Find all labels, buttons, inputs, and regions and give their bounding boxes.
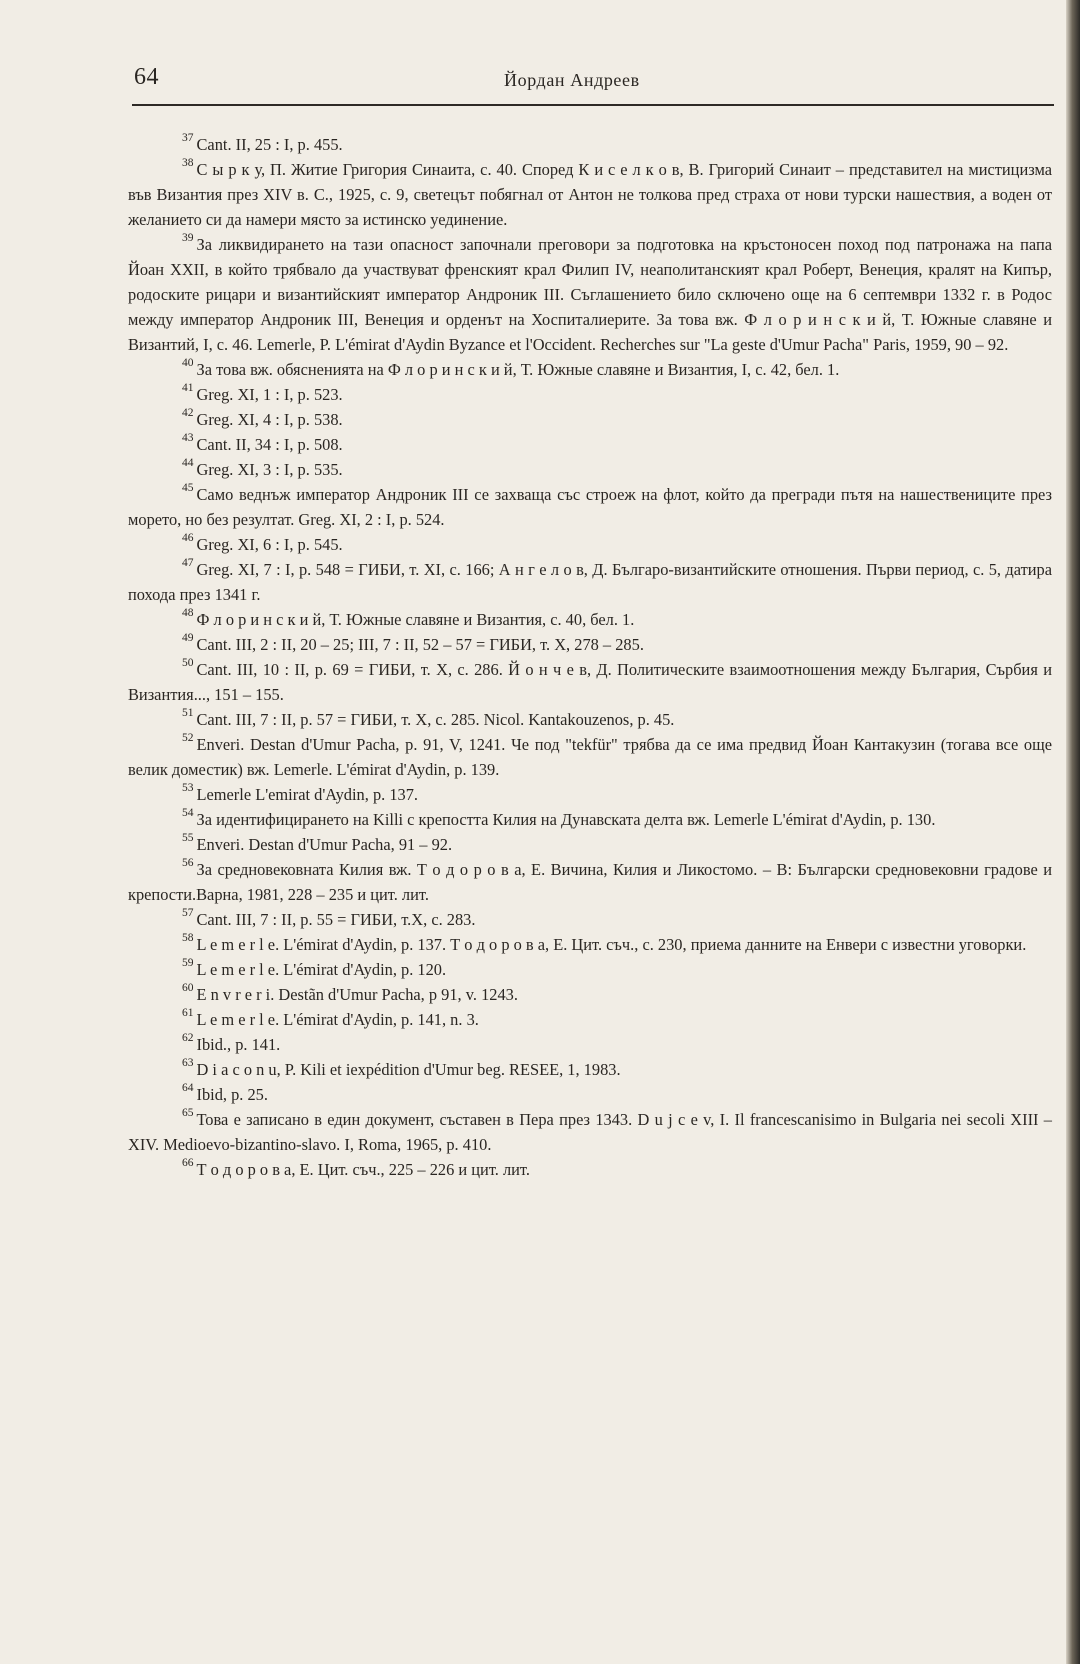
footnote-number: 45 [182, 482, 194, 494]
footnote-text: Cant. III, 7 : II, p. 55 = ГИБИ, т.X, с. 283. [196, 910, 476, 929]
footnote-number: 56 [182, 857, 194, 869]
footnote-number: 42 [182, 407, 194, 419]
footnote-text: За идентифицирането на Killi с крепостта Килия на Дунавската делта вж. Lemerle L'émirat d'Aydin, p. 130. [196, 810, 936, 829]
footnote-text: L e m e r l e. L'émirat d'Aydin, p. 120. [196, 960, 447, 979]
footnote-number: 48 [182, 607, 194, 619]
header-rule [132, 104, 1054, 106]
footnote [128, 732, 1052, 782]
footnote-number: 53 [182, 782, 194, 794]
footnote [128, 1032, 1052, 1057]
footnote [128, 482, 1052, 532]
footnote-number: 41 [182, 382, 194, 394]
footnote-number: 65 [182, 1107, 194, 1119]
footnote-text: Cant. II, 25 : I, p. 455. [196, 135, 343, 154]
footnote-number: 60 [182, 982, 194, 994]
footnote-number: 43 [182, 432, 194, 444]
footnote [128, 657, 1052, 707]
footnote-number: 63 [182, 1057, 194, 1069]
footnote-number: 44 [182, 457, 194, 469]
footnote-text: С ы р к у, П. Житие Григория Синаита, с. 40. Според К и с е л к о в, В. Григорий Синаит – представител на мистицизма във Византия през XIV в. С., 1925, с. 9, светецът побягнал от Антон не толкова пред страха от нови турски нашествия, а воден от желанието си да намери място за истинско уединение. [128, 160, 1052, 229]
footnote [128, 132, 1052, 157]
footnote [128, 532, 1052, 557]
footnote-text: Cant. II, 34 : I, p. 508. [196, 435, 343, 454]
footnote-number: 49 [182, 632, 194, 644]
footnote-number: 54 [182, 807, 194, 819]
footnote-text: Enveri. Destan d'Umur Pacha, 91 – 92. [196, 835, 453, 854]
footnote-number: 37 [182, 132, 194, 144]
footnote-text: За средновековната Килия вж. Т о д о р о в а, Е. Вичина, Килия и Ликостомо. – В: Български средновековни градове и крепости.Варна, 1981, 228 – 235 и цит. лит. [128, 860, 1052, 904]
running-head: Йордан Андреев [504, 70, 640, 90]
footnote-text: Cant. III, 2 : II, 20 – 25; III, 7 : II, 52 – 57 = ГИБИ, т. X, 278 – 285. [196, 635, 644, 654]
page-binding-edge [1066, 0, 1080, 1664]
footnote-text: Само веднъж император Андроник III се захваща със строеж на флот, който да прегради пътя на нашествениците през морето, но без резултат. Greg. XI, 2 : I, p. 524. [128, 485, 1052, 529]
footnote [128, 632, 1052, 657]
footnote-text: За това вж. обясненията на Ф л о р и н с к и й, Т. Южные славяне и Византия, I, с. 42, бел. 1. [196, 360, 840, 379]
footnote [128, 607, 1052, 632]
footnote-number: 61 [182, 1007, 194, 1019]
footnote-number: 38 [182, 157, 194, 169]
footnote-text: За ликвидирането на тази опасност започнали преговори за подготовка на кръстоносен поход под патронажа на папа Йоан XXII, в който трябвало да участвуват френският крал Филип IV, неаполитанският крал Роберт, Венеция, кралят на Кипър, родоските рицари и византийският император Андроник III. Съглашението било сключено още на 6 септември 1332 г. в Родос между император Андроник III, Венеция и орденът на Хоспиталиерите. За това вж. Ф л о р и н с к и й, Т. Южные славяне и Византий, I, с. 46. Lemerle, P. L'émirat d'Aydin Byzance et l'Occident. Recherches sur "La geste d'Umur Pacha" Paris, 1959, 90 – 92. [128, 235, 1052, 354]
footnote-text: L e m e r l e. L'émirat d'Aydin, p. 141, n. 3. [196, 1010, 479, 1029]
footnote [128, 1107, 1052, 1157]
footnote-text: Greg. XI, 4 : I, p. 538. [196, 410, 343, 429]
footnote [128, 907, 1052, 932]
footnotes [128, 132, 1052, 1182]
footnote-text: Greg. XI, 7 : I, p. 548 = ГИБИ, т. XI, с. 166; А н г е л о в, Д. Българо-византийските отношения. Първи период, с. 5, датира похода през 1341 г. [128, 560, 1052, 604]
footnote-text: Cant. III, 10 : II, p. 69 = ГИБИ, т. X, с. 286. Й о н ч е в, Д. Политическите взаимоотношения между България, Сърбия и Византия..., 151 – 155. [128, 660, 1052, 704]
footnote-number: 46 [182, 532, 194, 544]
footnote-number: 50 [182, 657, 194, 669]
footnote [128, 982, 1052, 1007]
page-header [134, 64, 1054, 94]
footnote-number: 55 [182, 832, 194, 844]
footnote-text: Ibid., p. 141. [196, 1035, 281, 1054]
footnote-number: 39 [182, 232, 194, 244]
footnote-number: 47 [182, 557, 194, 569]
footnote-text: L e m e r l e. L'émirat d'Aydin, p. 137. Т о д о р о в а, Е. Цит. съч., с. 230, приема данните на Енвери с известни уговорки. [196, 935, 1027, 954]
footnote-text: D i a c o n u, P. Kili et iexpédition d'Umur beg. RESEE, 1, 1983. [196, 1060, 621, 1079]
footnote [128, 1057, 1052, 1082]
footnote-text: Cant. III, 7 : II, p. 57 = ГИБИ, т. X, с. 285. Nicol. Kantakouzenos, p. 45. [196, 710, 675, 729]
footnote [128, 782, 1052, 807]
footnote-text: Ibid, p. 25. [196, 1085, 268, 1104]
footnote-number: 52 [182, 732, 194, 744]
footnote [128, 1082, 1052, 1107]
footnote-number: 59 [182, 957, 194, 969]
footnote [128, 382, 1052, 407]
footnote [128, 1157, 1052, 1182]
footnote-number: 64 [182, 1082, 194, 1094]
footnote [128, 957, 1052, 982]
footnote [128, 232, 1052, 357]
footnote [128, 432, 1052, 457]
footnote [128, 357, 1052, 382]
footnote-text: Enveri. Destan d'Umur Pacha, p. 91, V, 1241. Че под "tekfür" трябва да се има предвид Йоан Кантакузин (тогава все още велик доместик) вж. Lemerle. L'émirat d'Aydin, p. 139. [128, 735, 1052, 779]
footnote [128, 707, 1052, 732]
footnote [128, 832, 1052, 857]
footnote [128, 807, 1052, 832]
footnote [128, 557, 1052, 607]
footnote [128, 407, 1052, 432]
footnote-text: Greg. XI, 6 : I, p. 545. [196, 535, 343, 554]
footnote-text: Ф л о р и н с к и й, Т. Южные славяне и Византия, с. 40, бел. 1. [196, 610, 635, 629]
footnote-number: 51 [182, 707, 194, 719]
page-number: 64 [134, 64, 159, 90]
footnote [128, 932, 1052, 957]
footnote [128, 457, 1052, 482]
footnote-number: 58 [182, 932, 194, 944]
footnote-number: 62 [182, 1032, 194, 1044]
footnote-number: 66 [182, 1157, 194, 1169]
footnote [128, 157, 1052, 232]
footnote-text: Greg. XI, 3 : I, p. 535. [196, 460, 343, 479]
footnote-number: 57 [182, 907, 194, 919]
footnote-number: 40 [182, 357, 194, 369]
footnote-text: Т о д о р о в а, Е. Цит. съч., 225 – 226 и цит. лит. [196, 1160, 530, 1179]
footnote-text: Lemerle L'emirat d'Aydin, p. 137. [196, 785, 419, 804]
footnote [128, 1007, 1052, 1032]
footnote [128, 857, 1052, 907]
footnote-text: E n v r e r i. Destãn d'Umur Pacha, p 91, v. 1243. [196, 985, 518, 1004]
footnote-text: Greg. XI, 1 : I, p. 523. [196, 385, 343, 404]
footnote-text: Това е записано в един документ, съставен в Пера през 1343. D u j c e v, I. Il francescanisimo in Bulgaria nei secoli XIII – XIV. Medioevo-bizantino-slavo. I, Roma, 1965, p. 410. [128, 1110, 1052, 1154]
